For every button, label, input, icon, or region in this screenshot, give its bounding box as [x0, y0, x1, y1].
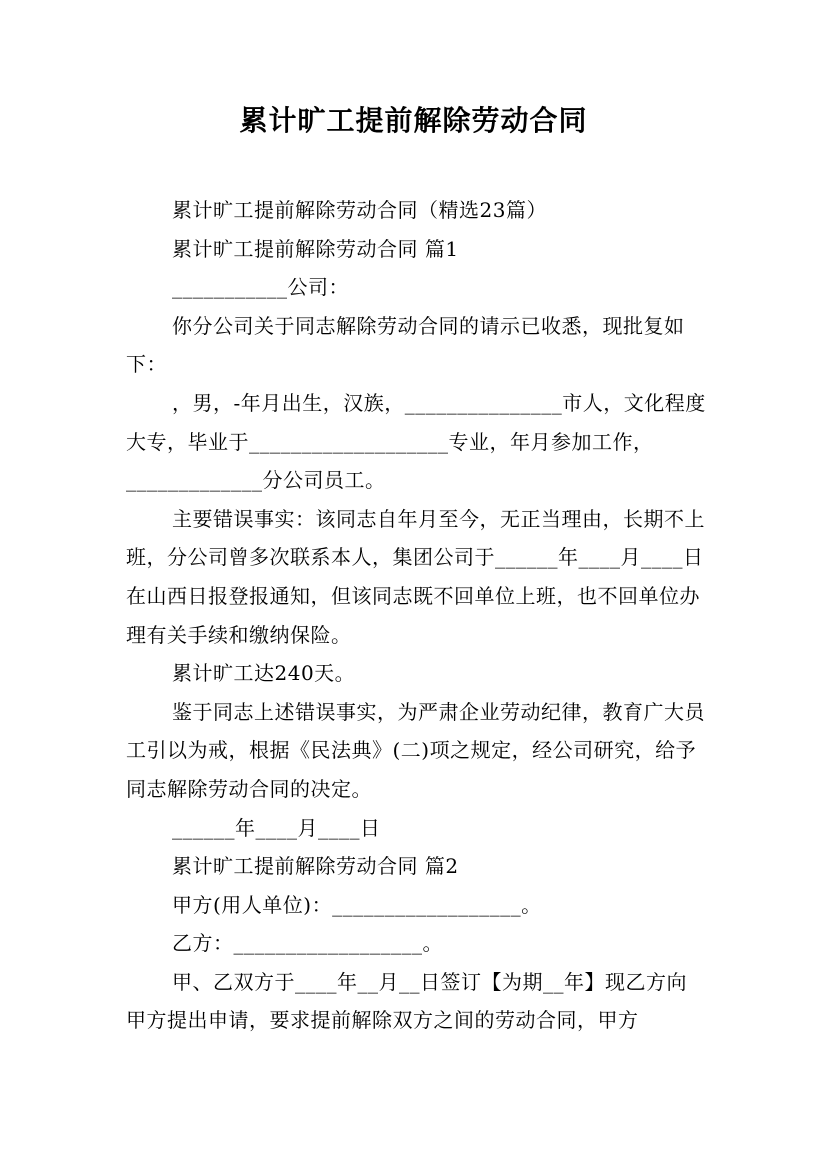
paragraph-reply-intro: 你分公司关于同志解除劳动合同的请示已收悉，现批复如下： [126, 313, 685, 377]
paragraph-decision: 鉴于同志上述错误事实，为严肃企业劳动纪律，教育广大员工引以为戒，根据《民法典》(二)项之规定，经公司研究，给予同志解除劳动合同的决定。 [126, 699, 705, 801]
paragraph-absence-total: 累计旷工达240天。 [172, 661, 356, 686]
document-body [126, 191, 706, 1040]
paragraph-employee-info: ，男，-年月出生，汉族，_______________市人，文化程度大专，毕业于___________________专业，年月参加工作，_____________分公司员工。 [126, 390, 706, 493]
paragraph-subtitle: 累计旷工提前解除劳动合同（精选23篇） [172, 198, 547, 222]
document-title: 累计旷工提前解除劳动合同 [239, 104, 588, 137]
paragraph-date: ______年____月____日 [172, 815, 381, 840]
paragraph-addressee: ___________公司： [172, 275, 349, 300]
paragraph-party-a: 甲方(用人单位)：__________________。 [172, 892, 542, 917]
paragraph-section-heading-2: 累计旷工提前解除劳动合同 篇2 [172, 854, 459, 879]
paragraph-main-facts: 主要错误事实：该同志自年月至今，无正当理由，长期不上班，分公司曾多次联系本人，集团公司于______年____月____日在山西日报登报通知，但该同志既不回单位上班，也不回单位办理有关手续和缴纳保险。 [126, 506, 705, 647]
paragraph-section-heading-1: 累计旷工提前解除劳动合同 篇1 [172, 236, 459, 261]
paragraph-party-b: 乙方：__________________。 [172, 931, 443, 956]
paragraph-agreement: 甲、乙双方于____年__月__日签订【为期__年】现乙方向甲方提出申请，要求提前解除双方之间的劳动合同，甲方 [126, 969, 687, 1033]
